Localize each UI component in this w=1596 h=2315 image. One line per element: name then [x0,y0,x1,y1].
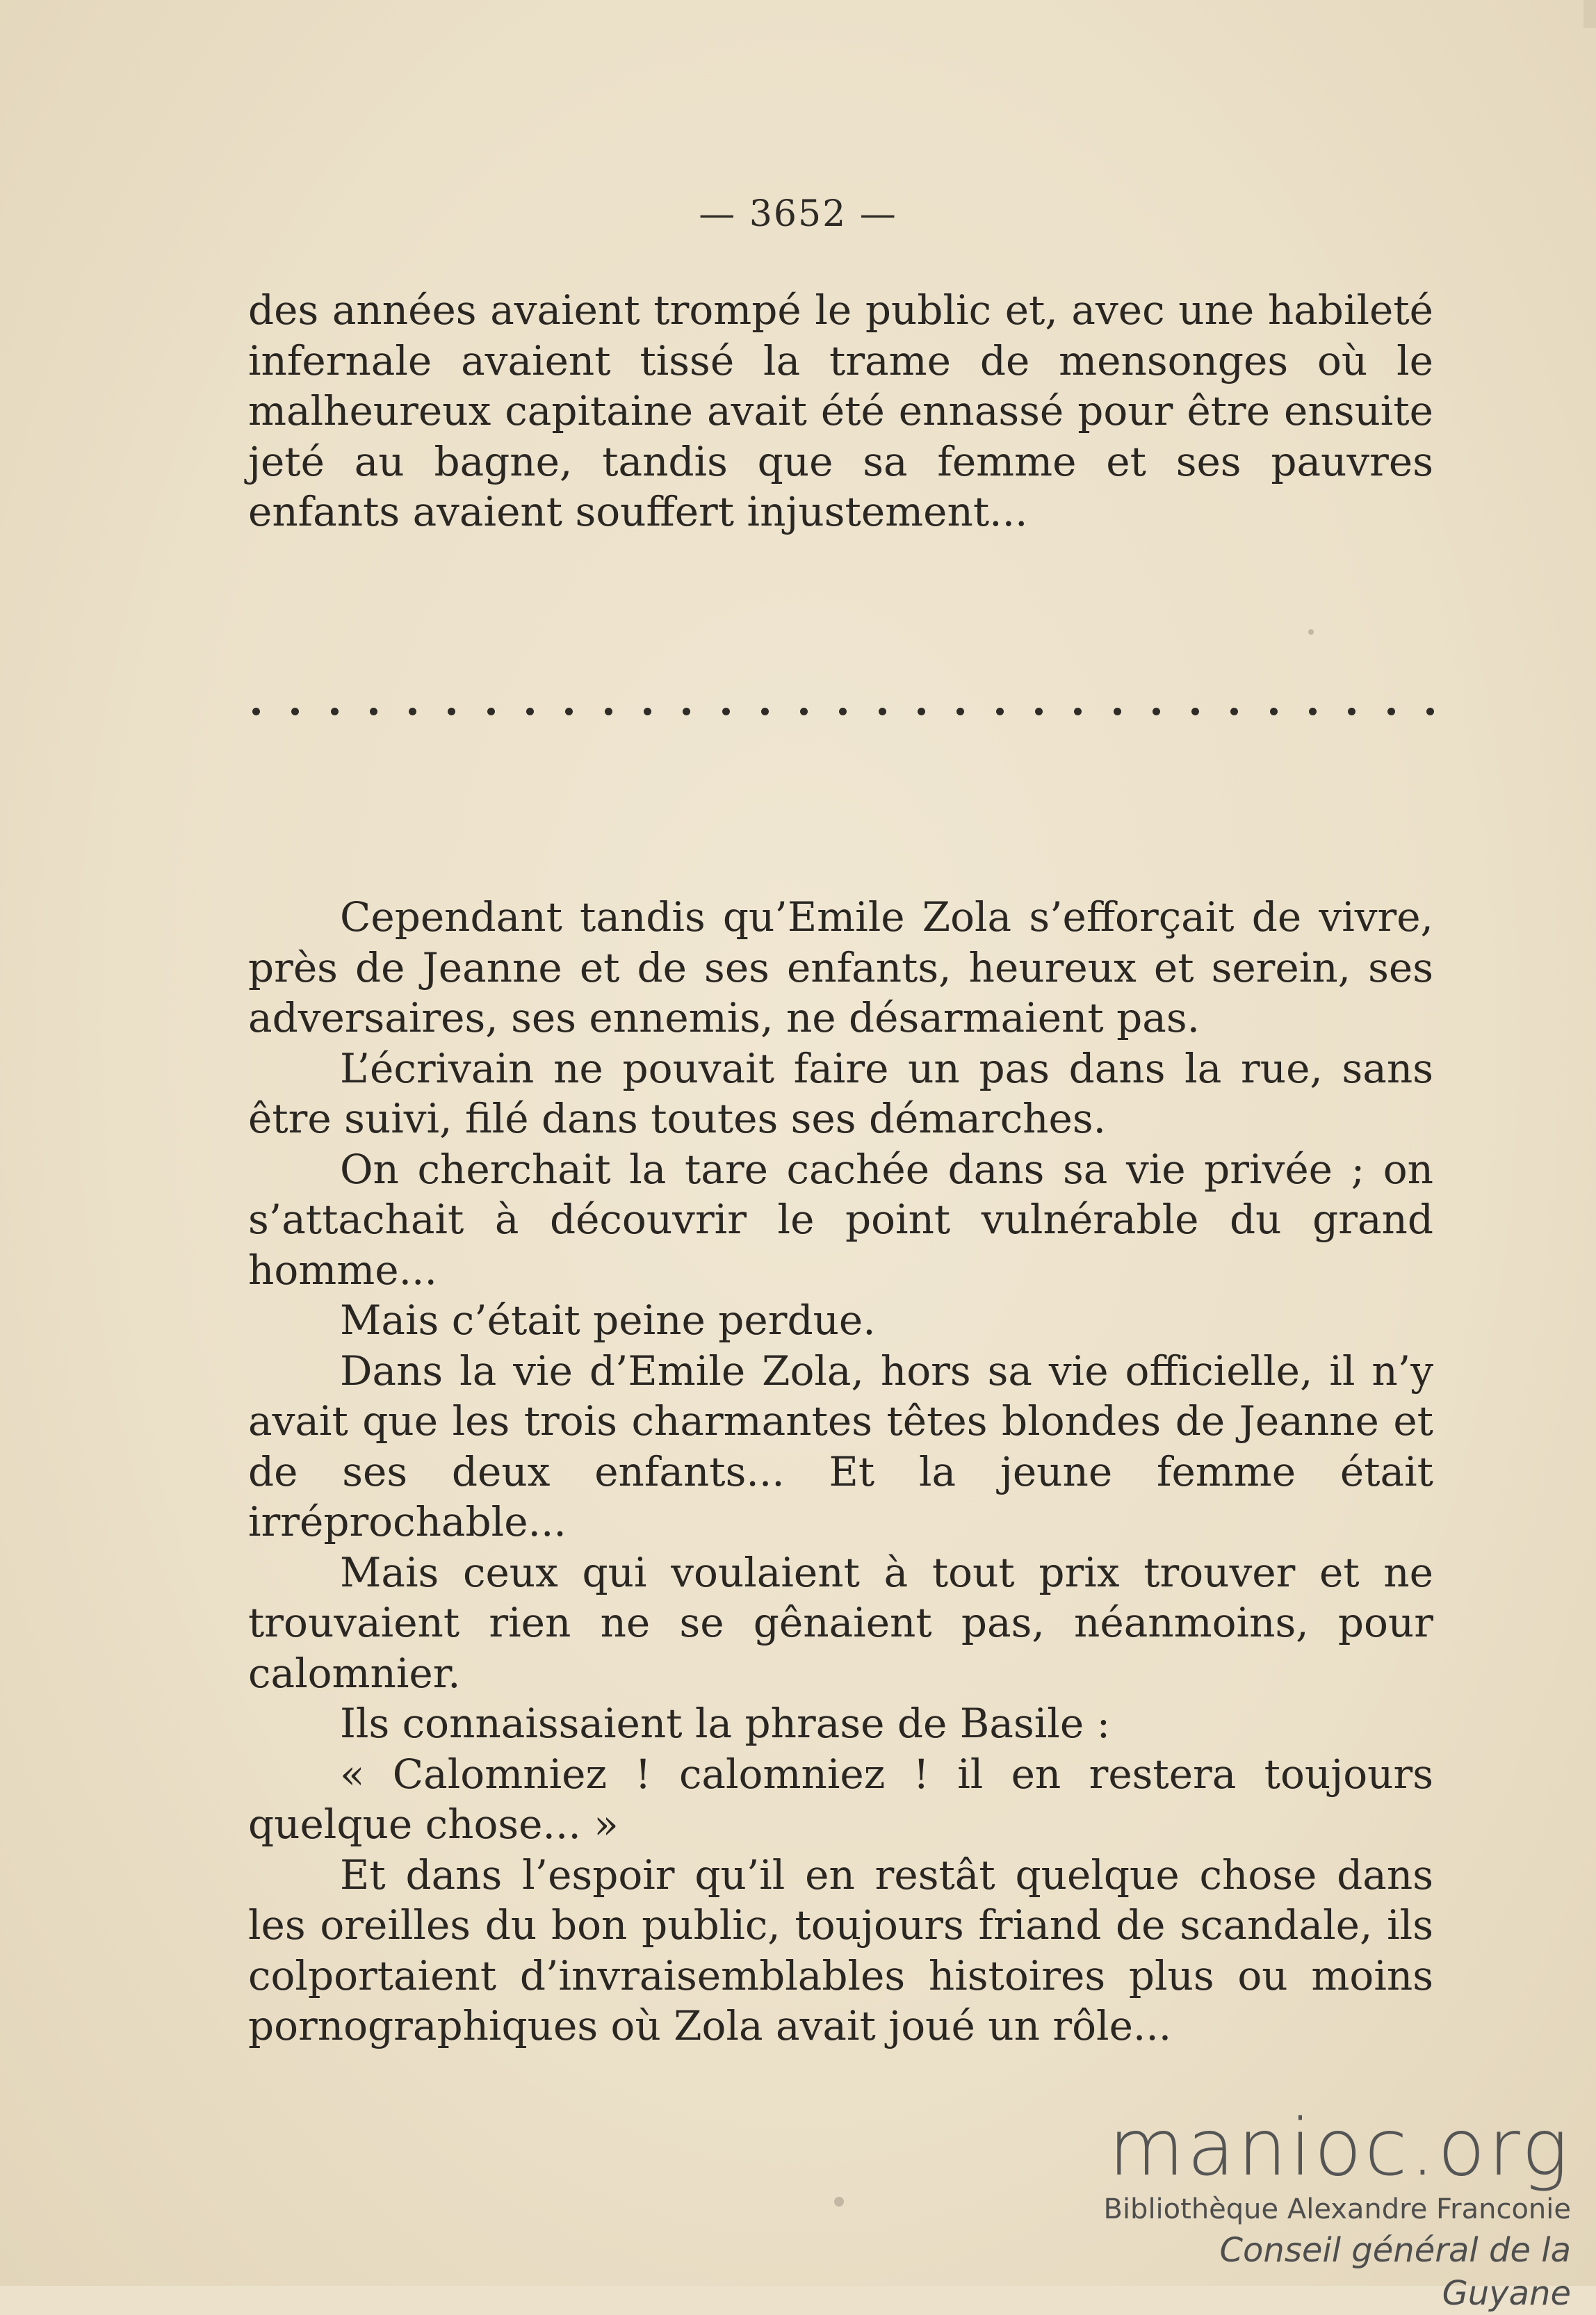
separator-dot [370,708,377,715]
separator-dot [1074,708,1082,715]
separator-dot [565,708,573,715]
page-number: — 3652 — [699,193,897,235]
paragraph-continuation: des années avaient trompé le public et, avec une habileté infernale avaient tissé la trame de mensonges où le malheureux capitaine avait été ennassé pour être ensuite jeté au bagne, tandis que sa femme et ses pauvres enfants avaient souffert injustement... [248,286,1433,535]
paragraph: On cherchait la tare cachée dans sa vie privée ; on s’attachait à découvrir le point vulnérable du grand homme... [248,1145,1433,1294]
text-block-main [248,892,1433,2052]
separator-dot [605,708,612,715]
paragraph: Cependant tandis qu’Emile Zola s’efforçait de vivre, près de Jeanne et de ses enfants, heureux et serein, ses adversaires, ses ennemis, ne désarmaient pas. [248,893,1433,1041]
separator-dot [683,708,690,715]
separator-dot [1114,708,1121,715]
paper-speck [834,2197,844,2207]
separator-dot [996,708,1004,715]
manioc-watermark [1084,2103,1571,2315]
separator-dot [839,708,847,715]
watermark-council: Conseil général de la Guyane [1219,2231,1571,2313]
separator-dot [800,708,808,715]
paragraph: Mais c’était peine perdue. [340,1297,876,1344]
separator-dot [1309,708,1317,715]
separator-dot [761,708,769,715]
separator-dot [1035,708,1043,715]
page-edge-mark [1583,0,1596,28]
separator-dot [409,708,416,715]
separator-dot [879,708,886,715]
separator-dot [1191,708,1199,715]
separator-dot [331,708,339,715]
paragraph: Dans la vie d’Emile Zola, hors sa vie officielle, il n’y avait que les trois charmantes têtes blondes de Jeanne et de ses deux enfants... Et la jeune femme était irréprochable... [248,1347,1433,1545]
paper-speck [1308,629,1314,635]
paragraph: Et dans l’espoir qu’il en restât quelque chose dans les oreilles du bon public, toujours friand de scandale, ils colportaient d’invraisemblables histoires plus ou moins pornographiques où Zola avait joué un rôle... [248,1851,1433,2049]
separator-dot [644,708,651,715]
paragraph: Ils connaissaient la phrase de Basile : [340,1700,1111,1747]
quotation-paragraph: « Calomniez ! calomniez ! il en restera toujours quelque chose... » [248,1750,1433,1848]
separator-dot [1270,708,1278,715]
dotted-separator [252,708,1434,715]
separator-dot [291,708,299,715]
paragraph: L’écrivain ne pouvait faire un pas dans la rue, sans être suivi, filé dans toutes ses démarches. [248,1044,1433,1142]
separator-dot [1153,708,1160,715]
separator-dot [722,708,730,715]
separator-dot [252,708,260,715]
separator-dot [1348,708,1355,715]
watermark-library: Bibliothèque Alexandre Franconie [1103,2193,1571,2225]
separator-dot [1230,708,1238,715]
separator-dot [918,708,925,715]
paragraph: Mais ceux qui voulaient à tout prix trouver et ne trouvaient rien ne se gênaient pas, néanmoins, pour calomnier. [248,1548,1433,1697]
separator-dot [487,708,495,715]
separator-dot [1387,708,1395,715]
text-block-top [248,285,1433,537]
separator-dot [1426,708,1434,715]
separator-dot [526,708,534,715]
manioc-logo: manioc.org [1108,2103,1571,2193]
separator-dot [448,708,455,715]
separator-dot [956,708,964,715]
